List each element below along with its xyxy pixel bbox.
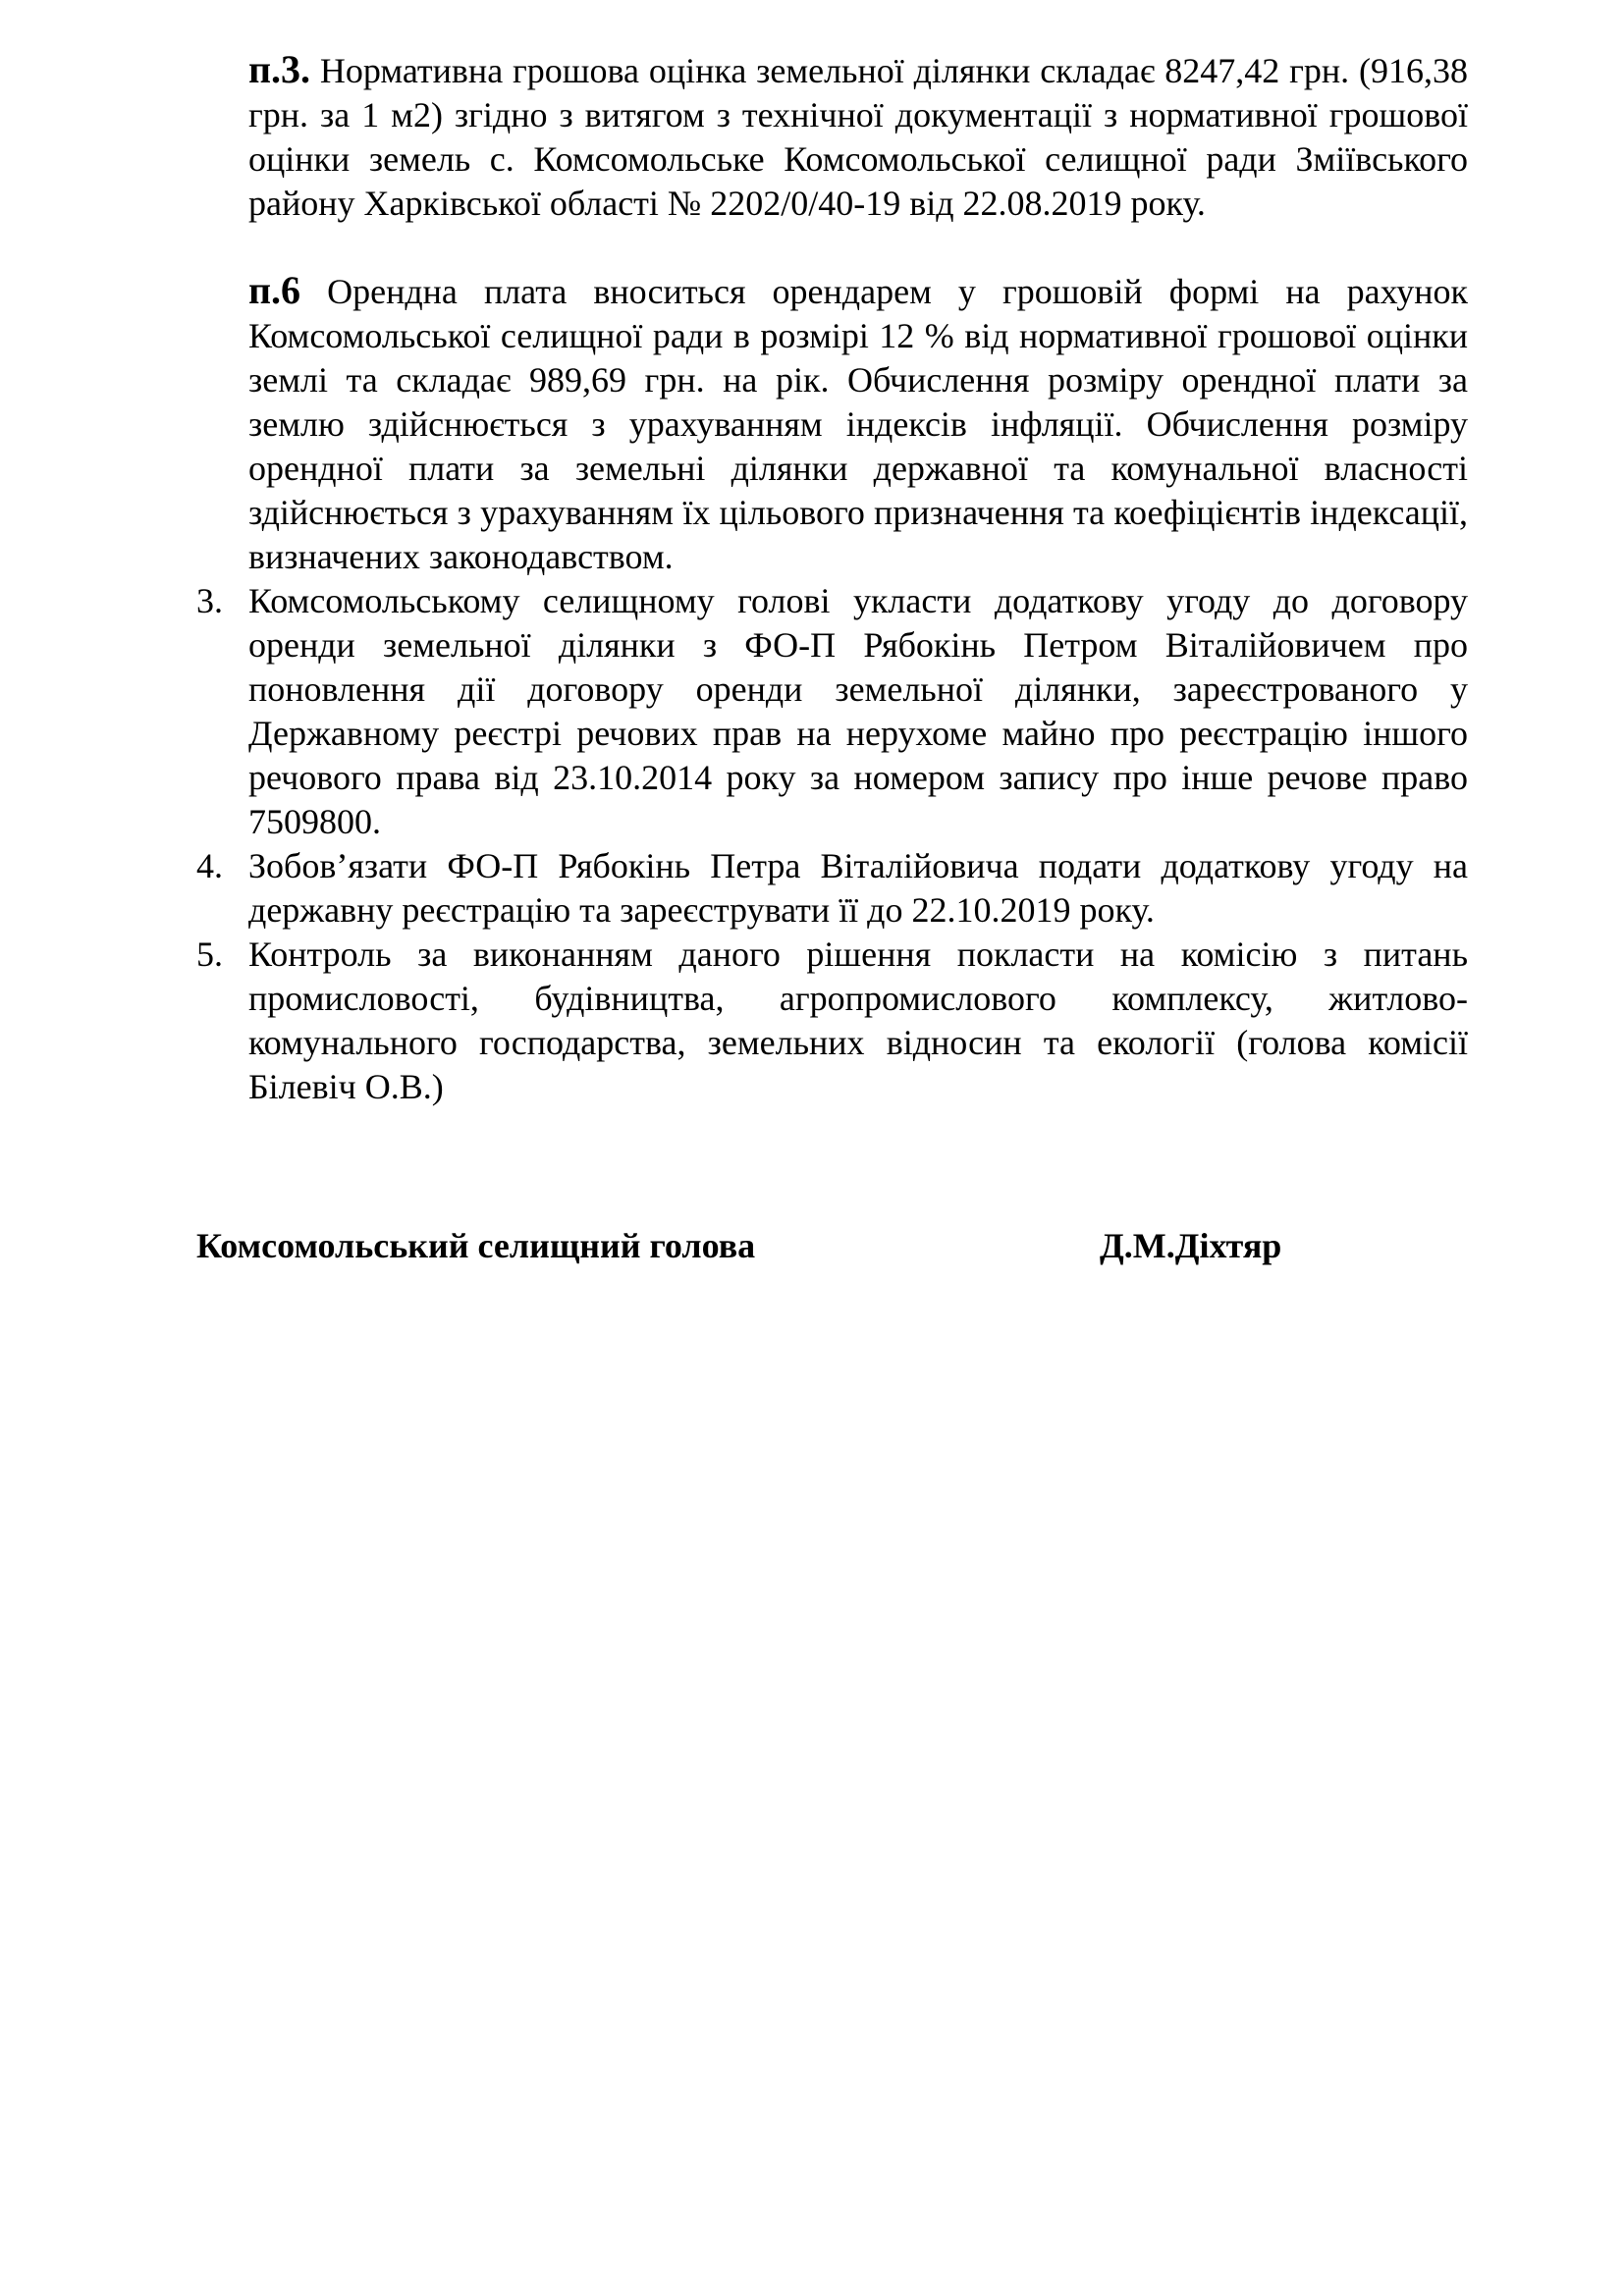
decision-items-list — [196, 579, 1468, 1109]
list-item-text: Комсомольському селищному голові укласти додаткову угоду до договору оренди земельної ділянки з ФО-П Рябокінь Петром Віталійовичем про поновлення дії договору оренди земельної ділянки, зареєстрованого у Державному реєстрі речових прав на нерухоме майно про реєстрацію іншого речового права від 23.10.2014 року за номером запису про інше речове право 7509800. — [248, 581, 1468, 841]
list-item-text: Контроль за виконанням даного рішення покласти на комісію з питань промисловості, будівництва, агропромислового комплексу, житлово-комунального господарства, земельних відносин та екології (голова комісії Білевіч О.В.) — [248, 934, 1468, 1106]
paragraph-3-marker: п.3. — [248, 47, 311, 91]
list-item — [196, 844, 1468, 933]
list-item — [196, 579, 1468, 844]
paragraph-6-text: Орендна плата вноситься орендарем у грошовій формі на рахунок Комсомольської селищної ради в розмірі 12 % від нормативної грошової оцінки землі та складає 989,69 грн. на рік. Обчислення розміру орендної плати за землю здійснюється з урахуванням індексів інфляції. Обчислення розміру орендної плати за земельні ділянки державної та комунальної власності здійснюється з урахуванням їх цільового призначення та коефіцієнтів індексації, визначених законодавством. — [248, 272, 1468, 576]
paragraph-6-marker: п.6 — [248, 268, 301, 312]
list-item-text: Зобов’язати ФО-П Рябокінь Петра Віталійовича подати додаткову угоду на державну реєстрацію та зареєструвати її до 22.10.2019 року. — [248, 846, 1468, 930]
list-item-number: 4. — [196, 846, 223, 885]
paragraph-3-text: Нормативна грошова оцінка земельної ділянки складає 8247,42 грн. (916,38 грн. за 1 м2) згідно з витягом з технічної документації з нормативної грошової оцінки земель с. Комсомольське Комсомольської селищної ради Зміївського району Харківської області № 2202/0/40-19 від 22.08.2019 року. — [248, 51, 1468, 223]
list-item-number: 3. — [196, 581, 223, 620]
signature-name: Д.М.Діхтяр — [1100, 1226, 1282, 1265]
signature-position: Комсомольський селищний голова — [196, 1226, 756, 1265]
paragraph-6 — [248, 268, 1468, 579]
paragraph-3 — [248, 47, 1468, 226]
list-item-number: 5. — [196, 934, 223, 974]
list-item — [196, 933, 1468, 1109]
